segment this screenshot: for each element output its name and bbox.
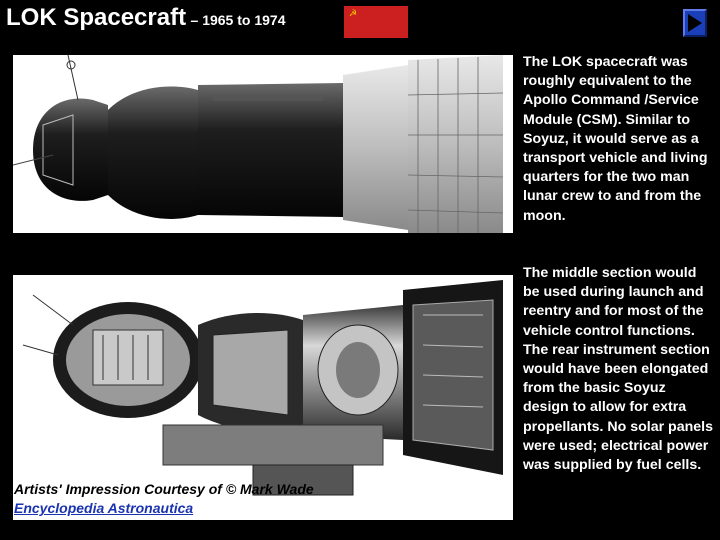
title-main: LOK Spacecraft (6, 4, 187, 31)
next-slide-button[interactable] (683, 9, 707, 37)
soviet-flag (344, 6, 408, 38)
title-dates: – 1965 to 1974 (190, 12, 286, 28)
play-arrow-icon (685, 11, 705, 35)
lok-exterior-illustration (13, 55, 513, 233)
image-credit (14, 480, 314, 518)
description-paragraph-2: The middle section would be used during launch and reentry and for most of the vehicle control functions. The rear instrument section would have been elongated from the basic Soyuz design to allow for extra propellants. No solar panels were used; electrical power was supplied by fuel cells. (523, 265, 714, 474)
description-paragraph-1: The LOK spacecraft was roughly equivalent to the Apollo Command /Service Module (CSM). Similar to Soyuz, it would serve as a transport vehicle and living quarters for the two man lunar crew to and from the moon. (523, 54, 708, 224)
credit-link[interactable]: Encyclopedia Astronautica (14, 500, 194, 516)
hammer-sickle-icon: ☭ (349, 8, 358, 18)
credit-text: Artists' Impression Courtesy of © Mark Wade (14, 481, 314, 497)
slide-title (6, 4, 285, 32)
